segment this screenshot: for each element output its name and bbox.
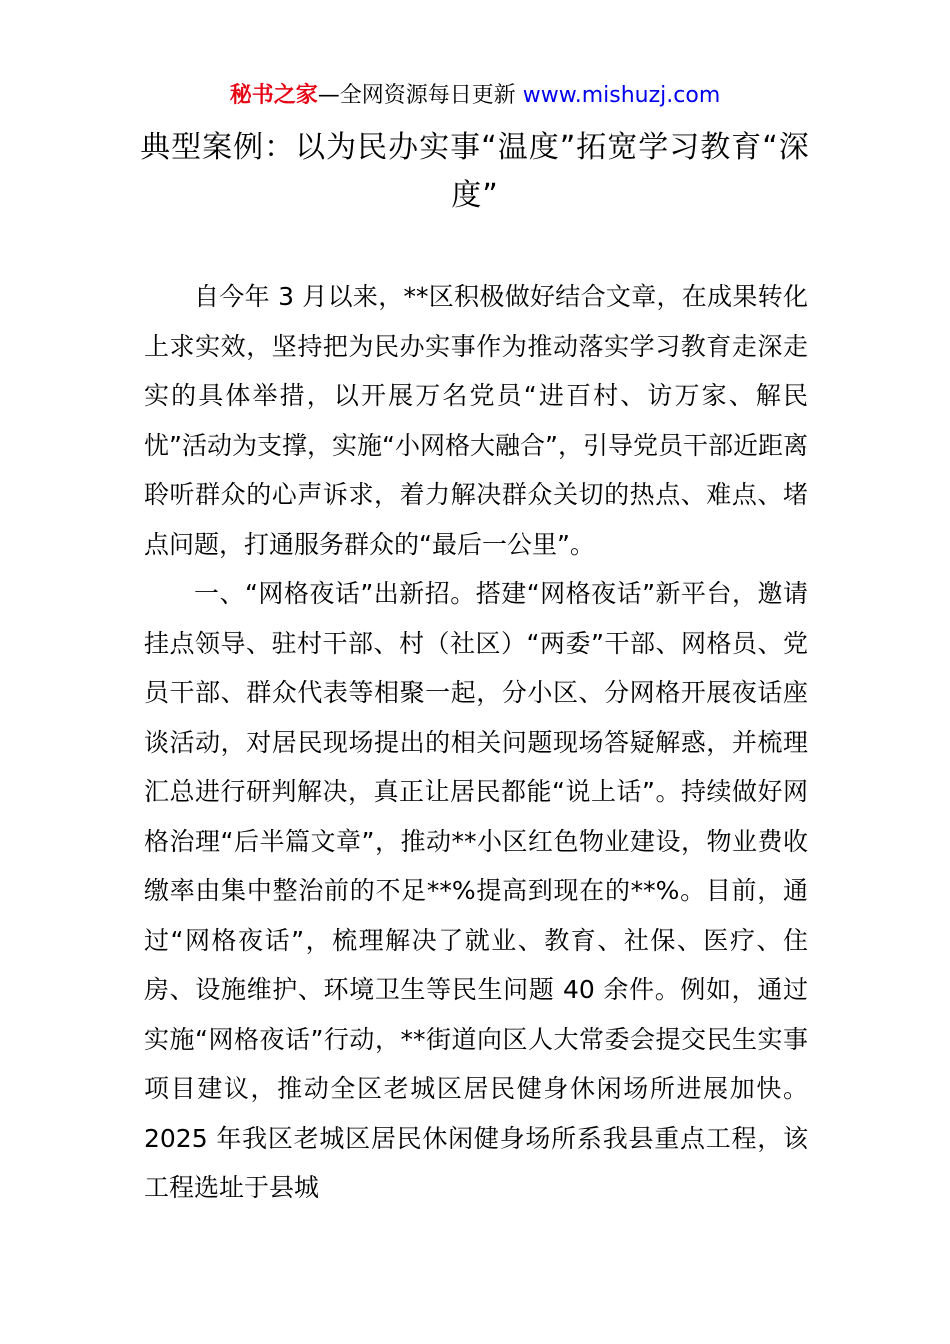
document-body: [144, 272, 808, 1213]
paragraph-section-1: 一、“网格夜话”出新招。搭建“网格夜话”新平台，邀请挂点领导、驻村干部、村（社区）“两委”干部、网格员、党员干部、群众代表等相聚一起，分小区、分网格开展夜话座谈活动，对居民现场提出的相关问题现场答疑解惑，并梳理汇总进行研判解决，真正让居民都能“说上话”。持续做好网格治理“后半篇文章”，推动**小区红色物业建设，物业费收缴率由集中整治前的不足**%提高到现在的**%。目前，通过“网格夜话”，梳理解决了就业、教育、社保、医疗、住房、设施维护、环境卫生等民生问题 40 余件。例如，通过实施“网格夜话”行动，**街道向区人大常委会提交民生实事项目建议，推动全区老城区居民健身休闲场所进展加快。2025 年我区老城区居民休闲健身场所系我县重点工程，该工程选址于县城: [144, 579, 808, 1202]
header-tagline: —全网资源每日更新: [317, 83, 523, 108]
brand-name: 秘书之家: [229, 83, 318, 108]
paragraph-intro: 自今年 3 月以来，**区积极做好结合文章，在成果转化上求实效，坚持把为民办实事作为推动落实学习教育走深走实的具体举措，以开展万名党员“进百村、访万家、解民忧”活动为支撑，实施“小网格大融合”，引导党员干部近距离聆听群众的心声诉求，着力解决群众关切的热点、难点、堵点问题，打通服务群众的“最后一公里”。: [144, 282, 808, 559]
site-header: [0, 80, 950, 112]
site-url-link[interactable]: www.mishuzj.com: [522, 83, 721, 108]
document-title: 典型案例：以为民办实事“温度”拓宽学习教育“深度”: [140, 130, 810, 213]
